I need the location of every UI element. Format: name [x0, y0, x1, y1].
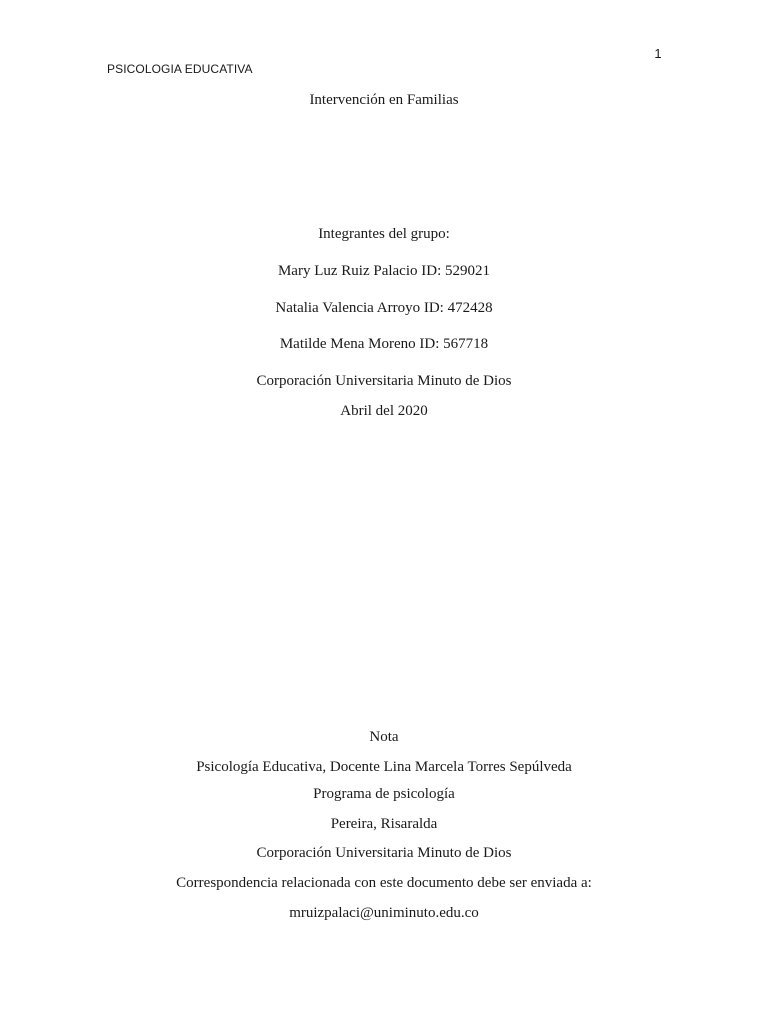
note-course: Psicología Educativa, Docente Lina Marcela Torres Sepúlveda	[196, 759, 572, 775]
note-program: Programa de psicología	[313, 786, 455, 802]
note-email: mruizpalaci@uniminuto.edu.co	[289, 905, 479, 921]
group-heading: Integrantes del grupo:	[318, 226, 450, 242]
note-location: Pereira, Risaralda	[330, 816, 438, 832]
member-2: Natalia Valencia Arroyo ID: 472428	[275, 300, 493, 316]
note-institution: Corporación Universitaria Minuto de Dios	[256, 845, 512, 861]
date: Abril del 2020	[340, 403, 428, 419]
page-number: 1	[654, 46, 662, 61]
institution: Corporación Universitaria Minuto de Dios	[256, 373, 512, 389]
document-title: Intervención en Familias	[309, 92, 459, 108]
note-correspondence: Correspondencia relacionada con este documento debe ser enviada a:	[176, 875, 592, 891]
note-heading: Nota	[369, 729, 399, 745]
running-head: PSICOLOGIA EDUCATIVA	[107, 62, 253, 76]
member-3: Matilde Mena Moreno ID: 567718	[279, 336, 489, 352]
member-1: Mary Luz Ruiz Palacio ID: 529021	[277, 263, 491, 279]
